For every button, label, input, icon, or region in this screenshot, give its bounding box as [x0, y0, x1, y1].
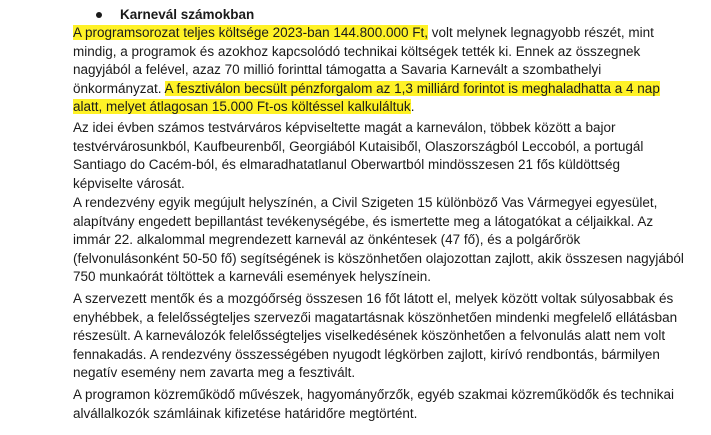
paragraph-line: immár 22. alkalommal megrendezett karnevál az önkéntesek (47 fő), és a polgárőrök	[73, 232, 581, 247]
paragraph-civil-island	[73, 194, 698, 287]
paragraph-payments	[73, 386, 698, 423]
paragraph-line: alapítvány engedett bepillantást tevékenységébe, és ismertette meg a látogatókat a céljaikkal. Az	[73, 213, 654, 229]
text-segment: volt melynek legnagyobb részét, mint	[427, 25, 654, 40]
paragraph-line: Az idei évben számos testvárváros képviseltette magát a karneválon, többek között a bajor	[73, 120, 616, 135]
paragraph-safety	[73, 290, 698, 383]
paragraph-line: képviselte városát.	[73, 175, 185, 191]
paragraph-line: fennakadás. A rendezvény összességében nyugodt légkörben zajlott, kirívó rendbontás, bármilyen	[73, 346, 660, 362]
paragraph-costs	[73, 24, 698, 117]
highlighted-text: A programsorozat teljes költsége 2023-ban 144.800.000 Ft,	[73, 25, 428, 40]
bullet-icon	[96, 12, 102, 18]
paragraph-line: A programon közreműködő művészek, hagyományőrzők, egyéb szakmai közreműködők és technikai	[73, 387, 675, 402]
heading-text: Karnevál számokban	[120, 7, 255, 22]
paragraph-line	[73, 80, 698, 99]
paragraph-line: (felvonulásonként 50-50 fő) segítségének is köszönhetően olajozottan zajlott, akik összesen nagyjából	[73, 250, 684, 266]
paragraph-line: Santiago do Cacém-ból, és elmaradhatatlanul Oberwartból mindösszesen 21 fős küldöttség	[73, 157, 621, 172]
highlighted-text: alatt, melyet átlagosan 15.000 Ft-os költéssel kalkuláltuk	[73, 99, 411, 114]
text-segment: önkormányzat.	[73, 80, 165, 96]
highlighted-text: A fesztiválon becsült pénzforgalom az 1,3 milliárd forintot is meghaladhatta a 4 nap	[164, 80, 660, 96]
text-segment: .	[410, 99, 415, 114]
paragraph-line: részesült. A karneválozók felelősségteljes viselkedésének köszönhetően a felvonulás alatt nem volt	[73, 328, 666, 343]
paragraph-line: A rendezvény egyik megújult helyszínén, a Civil Szigeten 15 különböző Vas Vármegyei egyesület,	[73, 195, 658, 210]
paragraph-line: A szervezett mentők és a mozgóőrség összesen 16 főt látott el, melyek között voltak súlyosabbak és	[73, 291, 674, 306]
paragraph-line: nagyjából a felével, azaz 70 millió forinttal támogatta a Savaria Karnevált a szombathelyi	[73, 62, 602, 77]
paragraph-line: mindig, a programok és azokhoz kapcsolódó technikai költségek tették ki. Ennek az összegnek	[73, 43, 641, 59]
paragraph-line: 750 munkaórát töltöttek a karneváli események helyszínein.	[73, 269, 431, 284]
paragraph-line: negatív esemény nem zavarta meg a fesztivált.	[73, 365, 356, 380]
paragraph-sister-cities	[73, 119, 698, 193]
paragraph-line: testvérvárosunkból, Kaufbeurenből, Georgiából Kutaisiből, Olaszországból Leccoból, a portugál	[73, 138, 644, 154]
paragraph-line	[73, 98, 698, 117]
paragraph-line	[73, 24, 698, 43]
section-heading	[94, 6, 254, 24]
paragraph-line: enyhébbek, a felelősségteljes szervezői magatartásnak köszönhetően mindenki megfelelő ellátásban	[73, 309, 678, 325]
paragraph-line: alvállalkozók számláinak kifizetése határidőre megtörtént.	[73, 405, 418, 421]
